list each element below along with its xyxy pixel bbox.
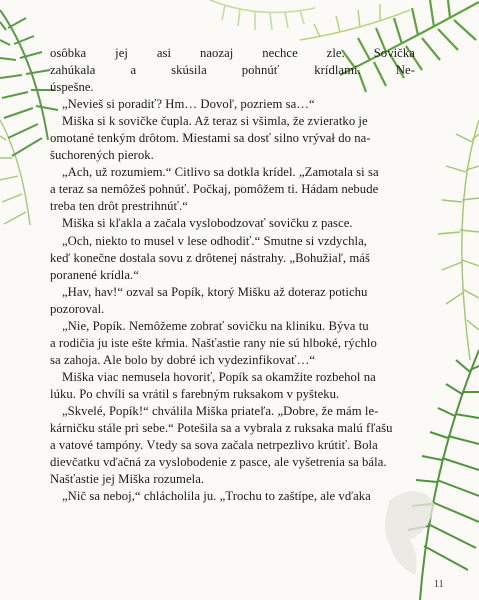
text-line: lúku. Po chvíli sa vrátil s farebným ruksakom v pyšteku.	[50, 386, 340, 401]
text-line: pozoroval.	[50, 301, 105, 316]
text-line: a teraz sa nemôžeš pohnúť. Počkaj, pomôžem ti. Hádam nebude	[50, 182, 379, 197]
text-line: omotané tenkým drôtom. Miestami sa dosť silno vrývał do na-	[50, 131, 371, 146]
text-line: osôbka jej asi naozaj nechce zle. Sovička	[50, 46, 415, 60]
palm-leaf-right-illustration	[420, 120, 479, 360]
text-line: zahúkala a skúsila pohnúť krídlami. Ne-	[50, 63, 415, 78]
text-line: „Ach, už rozumiem.“ Citlivo sa dotkla krídel. „Zamotala si sa	[62, 165, 379, 180]
text-line: dievčatku vďačná za vyslobodenie z pasce, ale vyšetrenia sa bála.	[50, 455, 387, 470]
text-line: „Skvelé, Popík!“ chválila Miška priateľa. „Dobre, že mám le-	[62, 403, 379, 418]
text-line: „Och, niekto to musel v lese odhodiť.“ Smutne si vzdychla,	[62, 233, 368, 248]
text-line: šuchorených pierok.	[50, 148, 154, 163]
text-line: kárničku stále pri sebe.“ Potešila sa a vybrala z ruksaka malú fľašu	[50, 421, 393, 436]
text-line: poranené krídla.“	[50, 267, 139, 282]
text-line: Miška si kľakla a začala vyslobodzovať sovičku z pasce.	[62, 216, 353, 231]
text-line: „Hav, hav!“ ozval sa Popík, ktorý Mišku až doteraz potichu	[62, 284, 368, 299]
text-line: „Nič sa neboj,“ chlácholila ju. „Trochu to zaštípe, ale vďaka	[62, 489, 371, 504]
text-line: Miška si k sovičke čupla. Až teraz si všimla, že zvieratko je	[62, 114, 368, 129]
text-line: keď konečne dostala sovu z drôtenej nástrahy. „Bohužiaľ, máš	[50, 250, 370, 265]
text-line: a vatové tampóny. Vtedy sa sova začala netrpezlivo krútiť. Bola	[50, 438, 378, 453]
text-line: „Nevieš si poradiť? Hm… Dovoľ, pozriem sa…“	[62, 97, 315, 112]
story-text	[50, 45, 415, 505]
text-line: treba ten drôt prestrihnúť.“	[50, 199, 188, 214]
text-line: sa zahoja. Ale bolo by dobré ich vydezinfikovať…“	[50, 352, 316, 367]
page-number: 11	[434, 579, 444, 590]
text-line: Našťastie jej Miška rozumela.	[50, 472, 205, 487]
text-line: Miška viac nemusela hovoriť, Popík sa okamžite rozbehol na	[62, 369, 376, 384]
text-line: úspešne.	[50, 80, 94, 95]
text-line: a rodičia ju iste ešte kŕmia. Našťastie rany nie sú hlboké, rýchlo	[50, 335, 377, 350]
text-line: „Nie, Popík. Nemôžeme zobrať sovičku na kliniku. Býva tu	[62, 318, 369, 333]
